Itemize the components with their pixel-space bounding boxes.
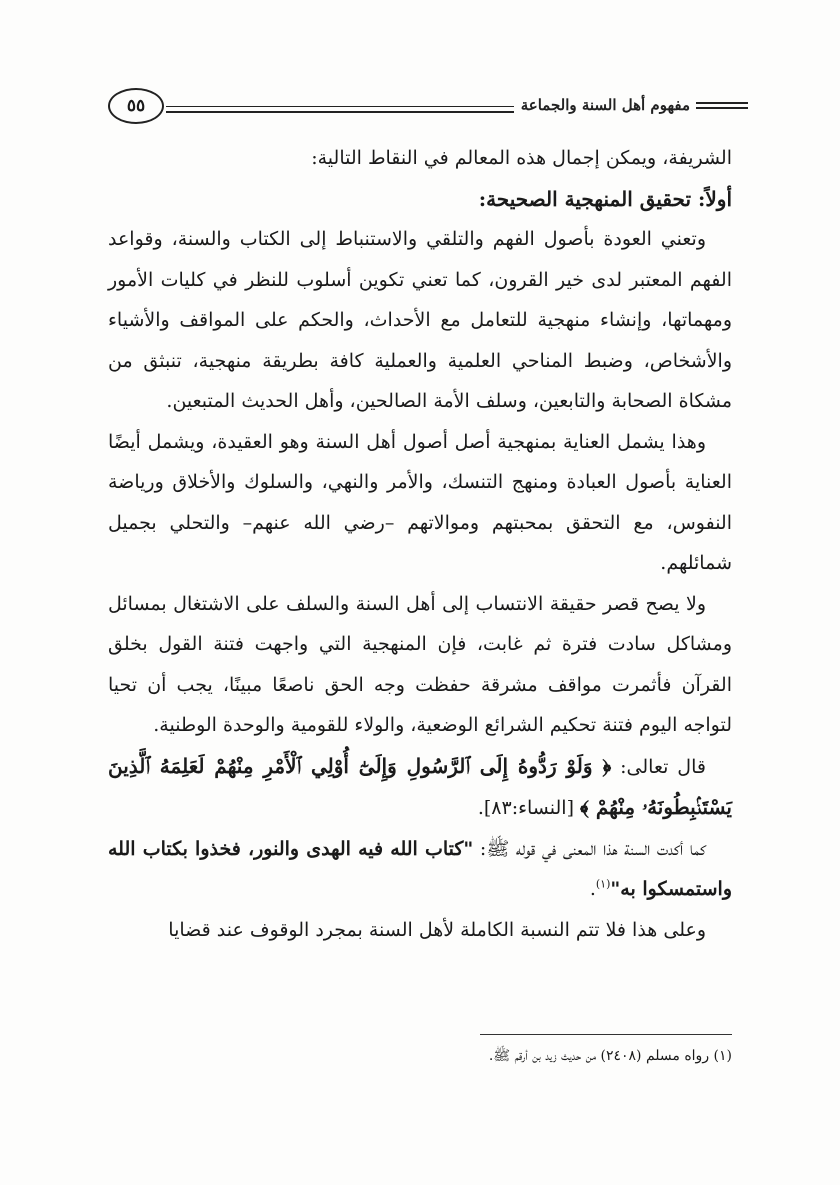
footnote-marker: (١) xyxy=(595,877,611,891)
hadith-text: "كتاب الله فيه الهدى والنور، فخذوا بكتاب الله واستمسكوا به" xyxy=(108,837,732,900)
footnote-1: (١) رواه مسلم (٢٤٠٨) من حديث زيد بن أرقم ﷺ. xyxy=(488,1048,732,1064)
header-rule xyxy=(166,106,514,113)
paragraph-5 xyxy=(108,746,732,829)
paragraph-2: وتعني العودة بأصول الفهم والتلقي والاستنباط إلى الكتاب والسنة، وقواعد الفهم المعتبر لدى خير القرون، كما تعني تكوين أسلوب للنظر في كليات الأمور ومهماتها، وإنشاء منهجية للتعامل مع الأحداث، والحكم على المواقف والأشياء والأشخاص، وضبط المناحي العلمية والعملية كافة بطريقة منهجية، تنبثق من مشكاة الصحابة والتابعين، وسلف الأمة الصالحين، وأهل الحديث المتبعين. xyxy=(108,228,732,412)
page-number: ٥٥ xyxy=(108,88,164,124)
section-heading: أولاً: تحقيق المنهجية الصحيحة: xyxy=(478,186,732,211)
paragraph-7: وعلى هذا فلا تتم النسبة الكاملة لأهل السنة بمجرد الوقوف عند قضايا xyxy=(168,918,706,941)
quran-verse: ﴿ وَلَوْ رَدُّوهُ إِلَى ٱلرَّسُولِ وَإِلَىٰٓ أُوْلِي ٱلْأَمْرِ مِنْهُمْ لَعَلِمَهُ ٱلَّذِينَ يَسْتَنۢبِطُونَهُۥ مِنْهُمْ ﴾ xyxy=(108,753,732,819)
hadith-end: . xyxy=(589,878,596,900)
footnote-separator xyxy=(480,1034,732,1035)
paragraph-6 xyxy=(108,829,732,910)
quran-reference: [النساء:٨٣]. xyxy=(477,797,581,819)
page-body xyxy=(108,138,732,950)
hadith-intro: كما أكدت السنة هذا المعنى في قوله ﷺ: xyxy=(473,837,706,860)
paragraph-1: الشريفة، ويمكن إجمال هذه المعالم في النقاط التالية: xyxy=(311,147,732,169)
paragraph-3: وهذا يشمل العناية بمنهجية أصل أصول أهل السنة وهو العقيدة، ويشمل أيضًا العناية بأصول العبادة ومنهج التنسك، والأمر والنهي، والسلوك والأخلاق ورياضة النفوس، مع التحقق بمحبتهم وموالاتهم –رضي الله عنهم– والتحلي بجميل شمائلهم. xyxy=(108,430,732,574)
paragraph-4: ولا يصح قصر حقيقة الانتساب إلى أهل السنة والسلف على الاشتغال بمسائل ومشاكل سادت فترة ثم غابت، فإن المنهجية التي واجهت فتنة القول بخلق القرآن فأثمرت مواقف مشرقة حفظت وجه الحق ناصعًا مبينًا، يجب أن تحيا لتواجه اليوم فتنة تحكيم الشرائع الوضعية، والولاء للقومية والوحدة الوطنية. xyxy=(108,592,732,736)
page-header xyxy=(108,88,748,132)
header-ornament xyxy=(696,102,748,114)
running-title: مفهوم أهل السنة والجماعة xyxy=(520,96,690,114)
quran-intro: قال تعالى: xyxy=(611,755,706,778)
